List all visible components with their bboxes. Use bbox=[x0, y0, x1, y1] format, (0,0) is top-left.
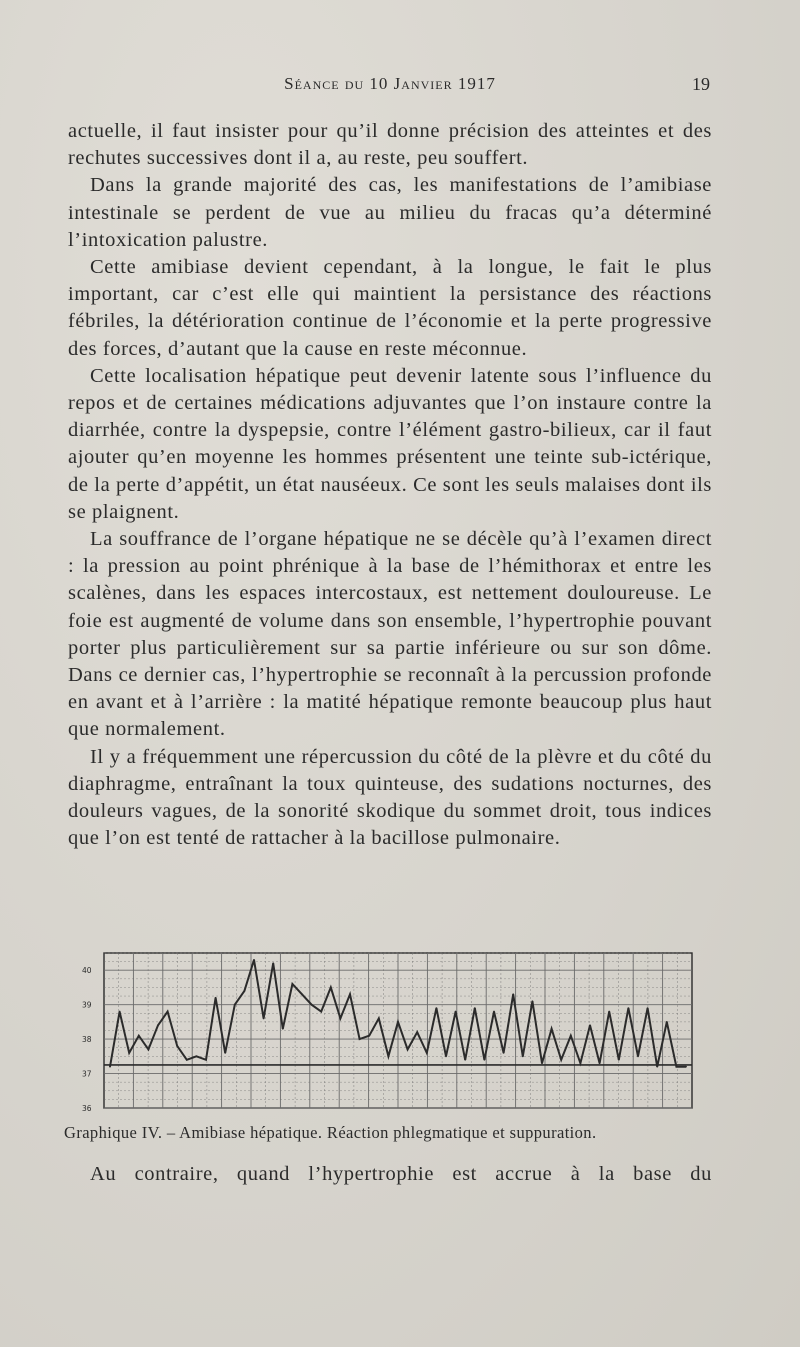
temperature-point bbox=[647, 1007, 649, 1009]
temperature-point bbox=[186, 1059, 188, 1061]
running-title: Séance du 10 Janvier 1917 bbox=[284, 74, 496, 93]
temperature-point bbox=[397, 1021, 399, 1023]
temperature-point bbox=[426, 1052, 428, 1054]
temperature-point bbox=[666, 1021, 668, 1023]
body-text bbox=[68, 118, 712, 852]
continuation-line: Au contraire, quand l’hypertrophie est accrue à la base du bbox=[90, 1163, 712, 1185]
paragraph: Cette localisation hépatique peut devenir latente sous l’influence du repos et de certaines médications adjuvantes que l’on instaure contre la diarrhée, contre la dyspepsie, contre l’élément gastro-bilieux, car il faut ajouter qu’en moyenne les hommes présentent une teinte sub-ictérique, de la perte d’appétit, un état nauséeux. Ce sont les seuls malaises dont ils se plaignent. bbox=[68, 364, 712, 523]
page-number: 19 bbox=[692, 74, 710, 94]
paragraph: Cette amibiase devient cependant, à la longue, le fait le plus important, car c’est elle qui maintient la persistance des réactions fébriles, la détérioration continue de l’économie et la perte progressive des forces, d’autant que la cause en reste méconnue. bbox=[68, 256, 712, 360]
temperature-point bbox=[215, 997, 217, 999]
temperature-point bbox=[599, 1062, 601, 1064]
temperature-point bbox=[676, 1066, 678, 1068]
temperature-point bbox=[234, 1004, 236, 1006]
temperature-point bbox=[176, 1045, 178, 1047]
temperature-point bbox=[551, 1028, 553, 1030]
temperature-point bbox=[330, 987, 332, 989]
temperature-point bbox=[378, 1018, 380, 1020]
temperature-point bbox=[263, 1018, 265, 1020]
paragraph: actuelle, il faut insister pour qu’il donne précision des atteintes et des rechutes successives dont il a, au reste, peu souffert. bbox=[68, 120, 712, 170]
temperature-point bbox=[282, 1028, 284, 1030]
paragraph: Dans la grande majorité des cas, les manifestations de l’amibiase intestinale se perdent de vue au milieu du fracas qu’a déterminé l’intoxication palustre. bbox=[68, 174, 712, 251]
temperature-point bbox=[637, 1055, 639, 1057]
temperature-point bbox=[541, 1062, 543, 1064]
temperature-point bbox=[532, 1000, 534, 1002]
temperature-point bbox=[580, 1062, 582, 1064]
temperature-point bbox=[167, 1011, 169, 1013]
temperature-point bbox=[320, 1011, 322, 1013]
temperature-chart bbox=[68, 945, 712, 1115]
temperature-point bbox=[359, 1038, 361, 1040]
temperature-point bbox=[157, 1024, 159, 1026]
temperature-point bbox=[589, 1024, 591, 1026]
temperature-point bbox=[416, 1031, 418, 1033]
temperature-point bbox=[349, 993, 351, 995]
temperature-point bbox=[292, 983, 294, 985]
y-tick-label: 38 bbox=[82, 1035, 92, 1045]
paragraph: Il y a fréquemment une répercussion du côté de la plèvre et du côté du diaphragme, entraînant la toux quinteuse, des sudations nocturnes, des douleurs vagues, de la sonorité skodique du sommet droit, tous indices que l’on est tenté de rattacher à la bacillose pulmonaire. bbox=[68, 745, 712, 850]
temperature-point bbox=[196, 1055, 198, 1057]
y-tick-label: 37 bbox=[82, 1069, 92, 1079]
temperature-chart-svg bbox=[68, 945, 712, 1115]
temperature-point bbox=[148, 1049, 150, 1051]
temperature-point bbox=[388, 1055, 390, 1057]
temperature-point bbox=[656, 1066, 658, 1068]
temperature-point bbox=[138, 1035, 140, 1037]
temperature-point bbox=[436, 1007, 438, 1009]
temperature-point bbox=[311, 1004, 313, 1006]
temperature-point bbox=[570, 1035, 572, 1037]
y-tick-label: 40 bbox=[82, 966, 92, 976]
temperature-point bbox=[253, 959, 255, 961]
figure-caption: Graphique IV. – Amibiase hépatique. Réaction phlegmatique et suppuration. bbox=[64, 1123, 597, 1142]
temperature-point bbox=[522, 1055, 524, 1057]
temperature-point bbox=[272, 962, 274, 964]
temperature-point bbox=[628, 1007, 630, 1009]
temperature-point bbox=[119, 1011, 121, 1013]
temperature-point bbox=[503, 1052, 505, 1054]
temperature-point bbox=[109, 1066, 111, 1068]
temperature-point bbox=[224, 1052, 226, 1054]
temperature-point bbox=[407, 1049, 409, 1051]
temperature-point bbox=[618, 1059, 620, 1061]
temperature-point bbox=[368, 1035, 370, 1037]
temperature-point bbox=[464, 1059, 466, 1061]
temperature-point bbox=[493, 1011, 495, 1013]
y-tick-label: 39 bbox=[82, 1000, 92, 1010]
temperature-point bbox=[474, 1007, 476, 1009]
temperature-point bbox=[244, 990, 246, 992]
temperature-point bbox=[560, 1059, 562, 1061]
paragraph: La souffrance de l’organe hépatique ne se décèle qu’à l’examen direct : la pression au point phrénique à la base de l’hémithorax et entre les scalènes, dans les espaces intercostaux, est nettement douloureuse. Le foie est augmenté de volume dans son ensemble, l’hypertrophie pouvant porter plus particulièrement sur sa partie inférieure ou sur son dôme. Dans ce dernier cas, l’hypertrophie se reconnaît à la percussion profonde en avant et à l’arrière : la matité hépatique remonte beaucoup plus haut que normalement. bbox=[68, 528, 712, 741]
temperature-point bbox=[608, 1011, 610, 1013]
temperature-point bbox=[128, 1052, 130, 1054]
temperature-point bbox=[301, 993, 303, 995]
temperature-point bbox=[445, 1055, 447, 1057]
temperature-point bbox=[455, 1011, 457, 1013]
temperature-point bbox=[685, 1066, 687, 1068]
temperature-point bbox=[340, 1018, 342, 1020]
y-tick-label: 36 bbox=[82, 1104, 92, 1113]
page-header bbox=[68, 74, 712, 104]
temperature-point bbox=[512, 993, 514, 995]
temperature-point bbox=[484, 1059, 486, 1061]
temperature-point bbox=[205, 1059, 207, 1061]
